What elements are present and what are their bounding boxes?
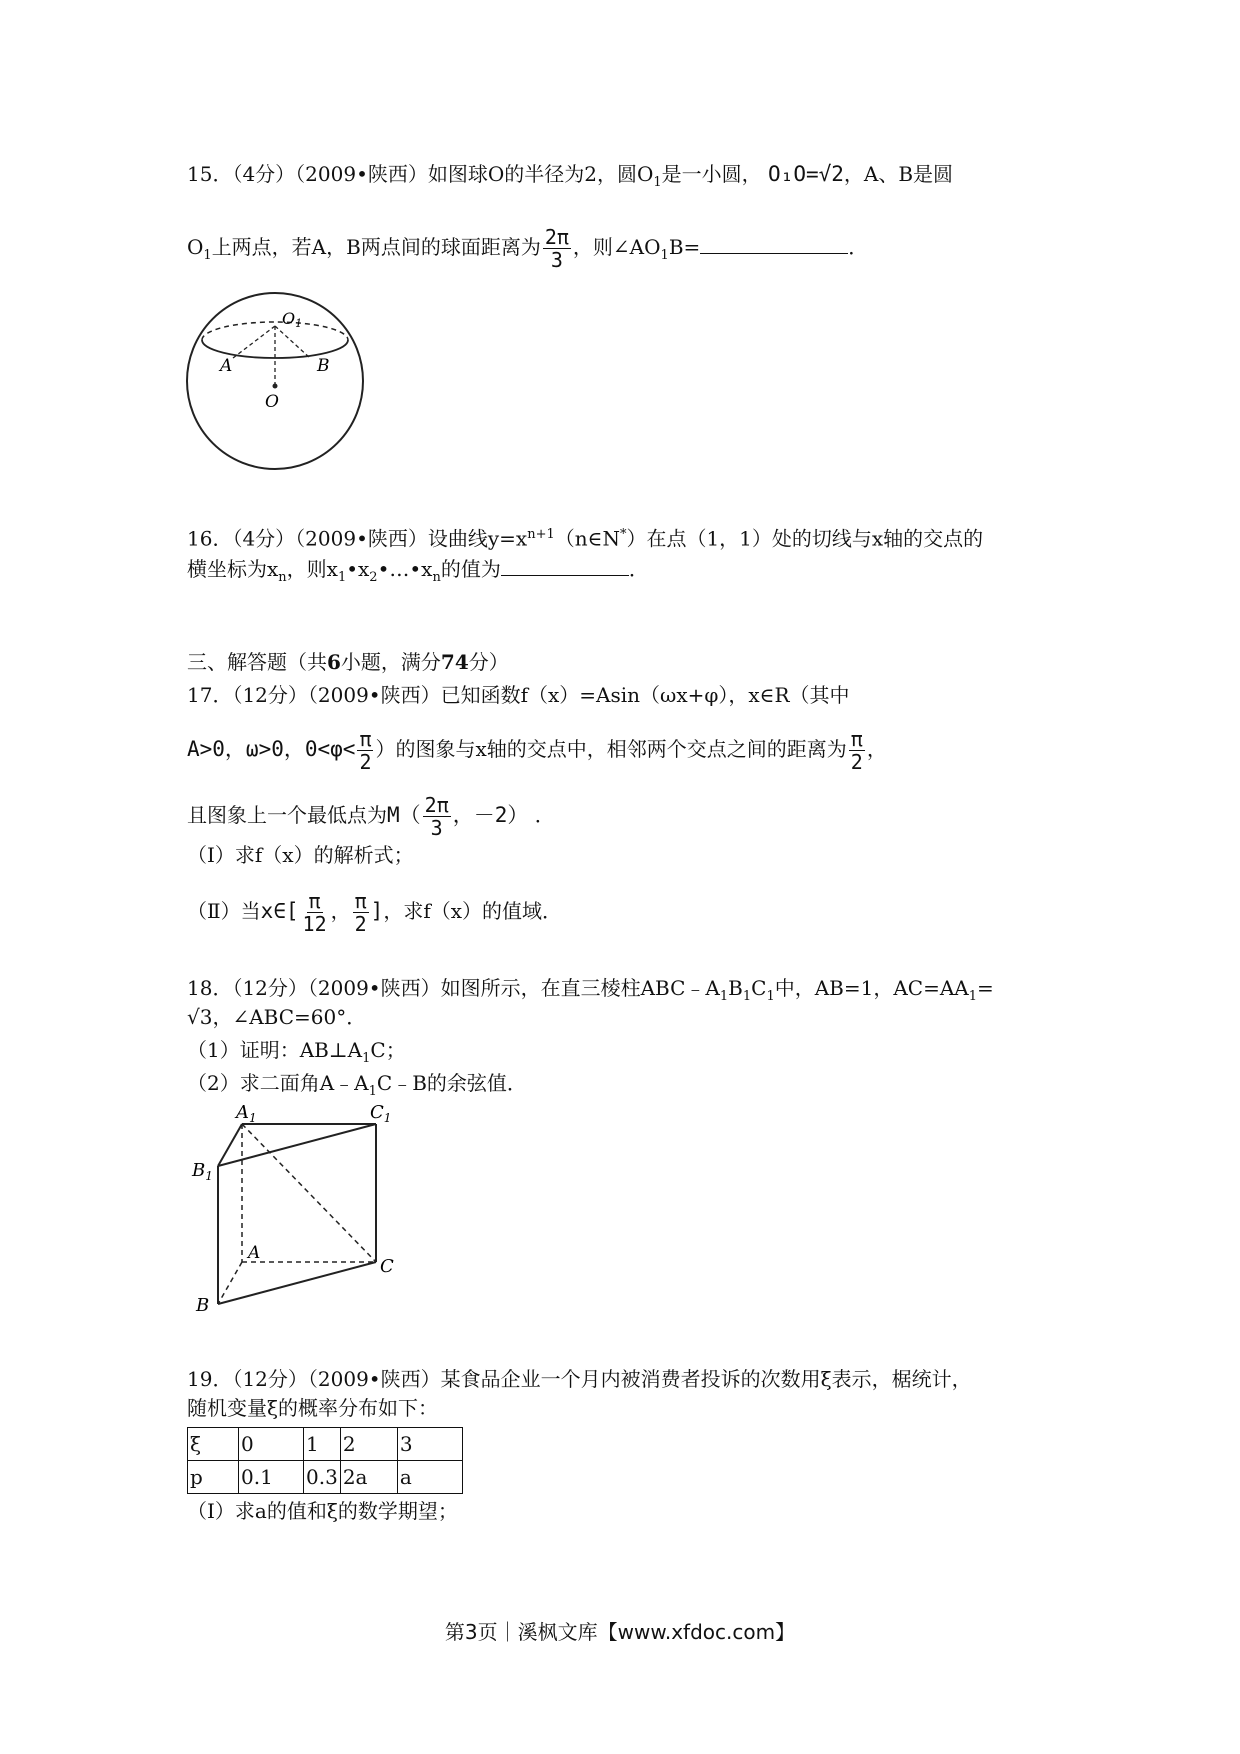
- q19-line1: 19．（12分）（2009•陕西）某食品企业一个月内被消费者投诉的次数用ξ表示，椐统计，: [187, 1367, 972, 1391]
- page-footer: 第3页｜溪枫文库【www.xfdoc.com】: [444, 1620, 796, 1644]
- label-a: A: [248, 1243, 261, 1263]
- q19-line2: 随机变量ξ的概率分布如下：: [187, 1396, 439, 1420]
- label-c1: $C_1$: [370, 1102, 392, 1125]
- q17-line3: 且图象上一个最低点为M（ $\frac{2\pi}{3}$ ，－2） ．: [187, 793, 555, 840]
- q15-fraction: $\frac{2\pi}{3}$: [544, 225, 569, 272]
- q18-line1: 18．（12分）（2009•陕西）如图所示，在直三棱柱$ABC﹣A_1B_1C_1$中，AB=1，$AC=AA_1=$: [187, 976, 994, 1004]
- q17-cond-fraction: $\frac{\pi}{2}$: [359, 727, 372, 774]
- diagonal-a1-c: [242, 1124, 376, 1262]
- table-cell: 0: [239, 1428, 304, 1461]
- q15-sphere-figure: [180, 286, 370, 476]
- q17-interval-start: $\frac{\pi}{12}$: [302, 889, 327, 936]
- table-cell: 1: [304, 1428, 341, 1461]
- table-cell: 3: [397, 1428, 462, 1461]
- q17-interval-end: $\frac{\pi}{2}$: [354, 889, 367, 936]
- edge-b-c: [218, 1262, 376, 1304]
- q17-line2: A>0，ω>0，0<φ< $\frac{\pi}{2}$ ）的图象与x轴的交点中，相邻两个交点之间的距离为 $\frac{\pi}{2}$ ，: [187, 727, 887, 774]
- center-dot: [273, 384, 278, 389]
- radius-o1-a: [233, 326, 275, 358]
- q17-line1: 17．（12分）（2009•陕西）已知函数f（x）=Asin（ωx+φ），x∈R（其中: [187, 683, 850, 707]
- label-b: B: [196, 1295, 210, 1313]
- q17-part1: （Ⅰ）求f（x）的解析式；: [187, 843, 414, 867]
- label-b: B: [317, 356, 330, 376]
- probability-table: [187, 1427, 463, 1494]
- q16-line1: 16．（4分）（2009•陕西）设曲线$y=x^{n+1}(n\in N^*)$在点（1，1）处的切线与x轴的交点的: [187, 526, 984, 551]
- label-o1: O1: [282, 309, 303, 330]
- radius-o1-b: [275, 326, 310, 358]
- answer-blank: [501, 557, 629, 576]
- table-cell: 0.1: [239, 1461, 304, 1494]
- q17-point-fraction: $\frac{2\pi}{3}$: [424, 793, 449, 840]
- table-cell: a: [397, 1461, 462, 1494]
- answer-blank: [700, 235, 848, 254]
- q16-line2: 横坐标为$x_n$，则$x_1•x_2•\dots•x_n$的值为 ．: [187, 557, 649, 585]
- q17-distance-fraction: $\frac{\pi}{2}$: [850, 727, 863, 774]
- label-o: O: [265, 392, 279, 412]
- q19-part1: （Ⅰ）求a的值和ξ的数学期望；: [187, 1499, 458, 1523]
- table-cell: p: [188, 1461, 239, 1494]
- q15-math-image: O₁O=√2: [768, 162, 844, 186]
- table-row: [188, 1461, 463, 1494]
- section-heading: 三、解答题（共6小题，满分74分）: [187, 650, 509, 674]
- label-b1: $B_1$: [192, 1160, 213, 1183]
- q17-condition: A>0，ω>0，0<φ<: [187, 737, 356, 761]
- small-circle-back: [202, 322, 348, 340]
- table-cell: 2a: [340, 1461, 397, 1494]
- q18-part2: （2）求二面角$A﹣A_1C﹣B$的余弦值．: [187, 1071, 527, 1099]
- label-c: C: [380, 1256, 394, 1277]
- q18-prism-figure: [186, 1098, 406, 1313]
- q17-part2: （Ⅱ）当x∈[ $\frac{\pi}{12}$ ， $\frac{\pi}{2}$ ]，求f（x）的值域．: [187, 889, 563, 936]
- table-cell: 2: [340, 1428, 397, 1461]
- sphere-outline: [187, 293, 363, 469]
- q15-line2: $O_1$上两点，若A，B两点间的球面距离为 $\frac{2\pi}{3}$ ，则$\angle AO_1B=$ ．: [187, 225, 869, 272]
- table-cell: ξ: [188, 1428, 239, 1461]
- q18-line2: √3，∠ABC=60°．: [187, 1005, 367, 1029]
- table-cell: 0.3: [304, 1461, 341, 1494]
- label-a: A: [220, 356, 233, 376]
- table-row: [188, 1428, 463, 1461]
- q18-part1: （1）证明：$AB\perp A_1C$；: [187, 1038, 406, 1066]
- q15-line1: 15．（4分）（2009•陕西）如图球O的半径为2，圆$O_1$是一小圆， O₁O=√2，A、B是圆: [187, 162, 954, 190]
- label-a1: $A_1$: [236, 1102, 257, 1125]
